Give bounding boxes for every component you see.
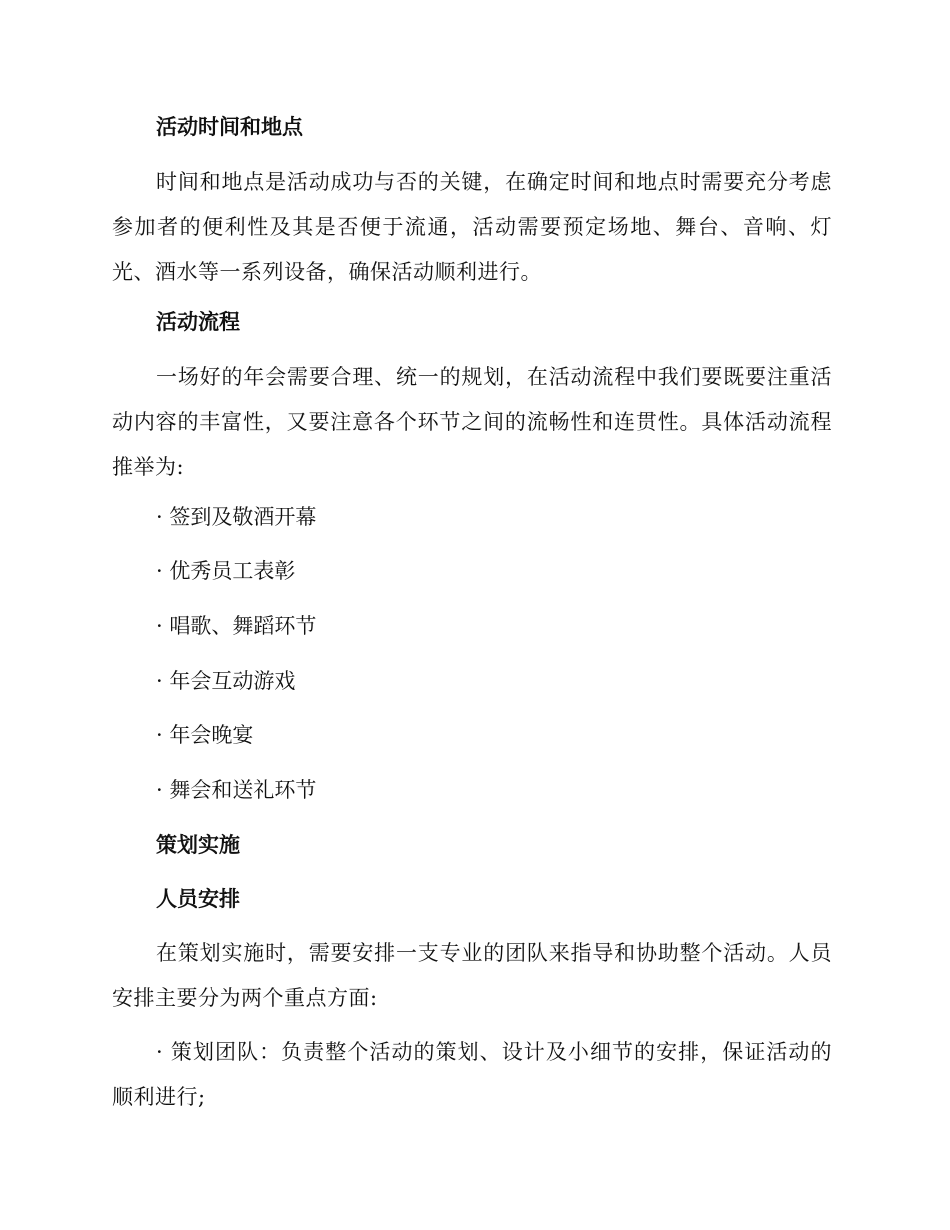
heading-planning-implementation: 策划实施: [156, 833, 240, 857]
paragraph-time-location: 时间和地点是活动成功与否的关键，在确定时间和地点时需要充分考虑参加者的便利性及其是否便于流通，活动需要预定场地、舞台、音响、灯光、酒水等一系列设备，确保活动顺利进行。: [112, 170, 832, 284]
list-item: · 唱歌、舞蹈环节: [156, 614, 317, 638]
heading-time-location: 活动时间和地点: [156, 115, 303, 139]
list-item: · 年会互动游戏: [156, 669, 296, 693]
list-item: · 年会晚宴: [156, 723, 254, 747]
list-item-planning-team: · 策划团队：负责整个活动的策划、设计及小细节的安排，保证活动的顺利进行;: [112, 1040, 832, 1109]
paragraph-staffing: 在策划实施时，需要安排一支专业的团队来指导和协助整个活动。人员安排主要分为两个重点方面:: [112, 941, 832, 1010]
list-item: · 舞会和送礼环节: [156, 778, 317, 802]
heading-activity-flow: 活动流程: [156, 310, 240, 334]
paragraph-activity-flow: 一场好的年会需要合理、统一的规划，在活动流程中我们要既要注重活动内容的丰富性，又要注意各个环节之间的流畅性和连贯性。具体活动流程推举为:: [112, 365, 832, 479]
list-item: · 签到及敬酒开幕: [156, 505, 317, 529]
list-item: · 优秀员工表彰: [156, 559, 296, 583]
heading-staffing: 人员安排: [156, 887, 240, 911]
